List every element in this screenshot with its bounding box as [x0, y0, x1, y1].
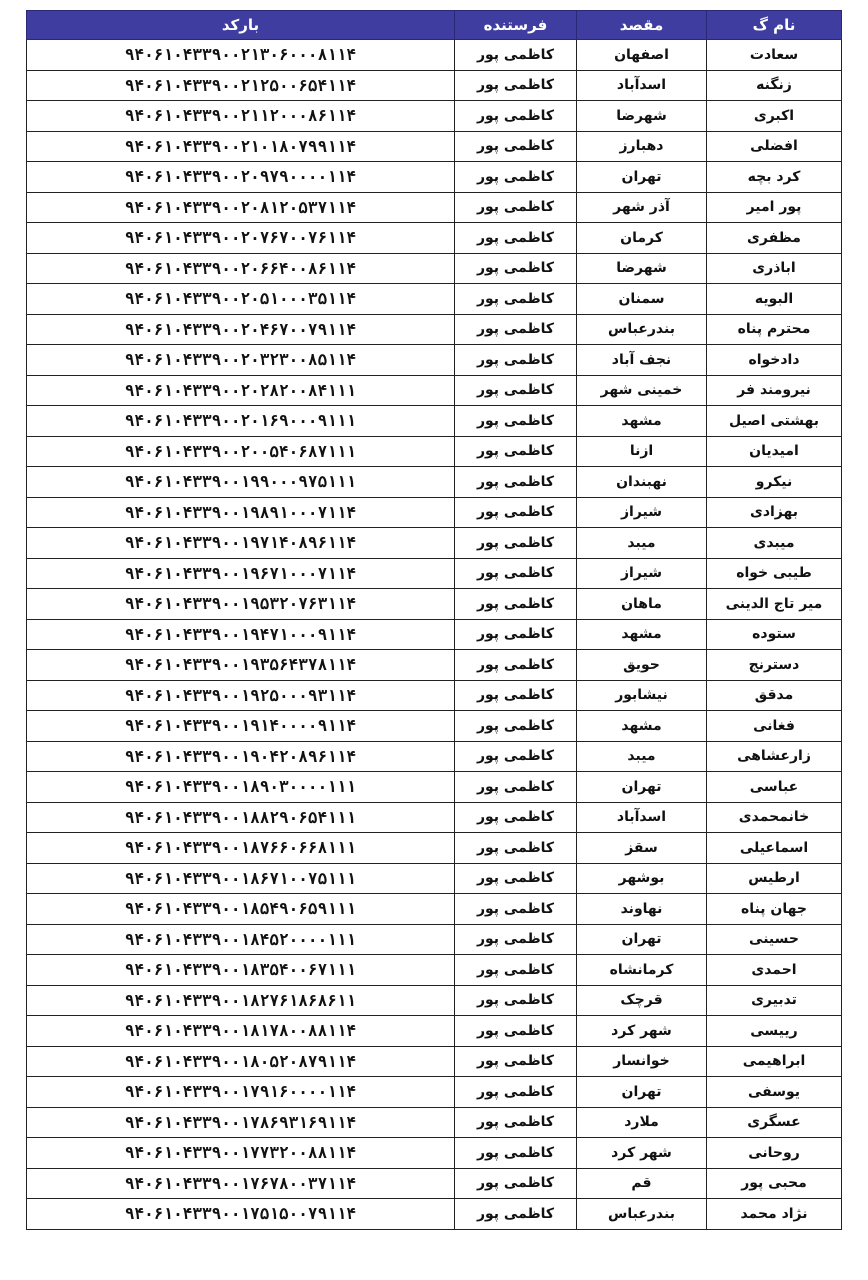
cell-destination: شهرضا	[577, 253, 707, 284]
cell-barcode: ۹۴۰۶۱۰۴۳۳۹۰۰۱۷۶۷۸۰۰۳۷۱۱۴	[27, 1168, 455, 1199]
cell-name: یوسفی	[707, 1077, 842, 1108]
table-row	[27, 1138, 842, 1169]
cell-destination: نجف آباد	[577, 345, 707, 376]
cell-name: فغانی	[707, 711, 842, 742]
cell-name: نیکرو	[707, 467, 842, 498]
cell-sender: کاظمی پور	[455, 253, 577, 284]
cell-sender: کاظمی پور	[455, 650, 577, 681]
cell-barcode: ۹۴۰۶۱۰۴۳۳۹۰۰۲۰۲۸۲۰۰۸۴۱۱۱	[27, 375, 455, 406]
cell-name: ابراهیمی	[707, 1046, 842, 1077]
cell-sender: کاظمی پور	[455, 467, 577, 498]
table-row	[27, 711, 842, 742]
cell-sender: کاظمی پور	[455, 406, 577, 437]
cell-destination: میبد	[577, 741, 707, 772]
table-row	[27, 223, 842, 254]
table-row	[27, 436, 842, 467]
cell-name: مدقق	[707, 680, 842, 711]
cell-name: بهشتی اصیل	[707, 406, 842, 437]
cell-sender: کاظمی پور	[455, 741, 577, 772]
cell-sender: کاظمی پور	[455, 1016, 577, 1047]
cell-destination: دهبارز	[577, 131, 707, 162]
cell-barcode: ۹۴۰۶۱۰۴۳۳۹۰۰۱۸۴۵۲۰۰۰۰۱۱۱	[27, 924, 455, 955]
cell-barcode: ۹۴۰۶۱۰۴۳۳۹۰۰۲۱۳۰۶۰۰۰۸۱۱۴	[27, 40, 455, 71]
cell-sender: کاظمی پور	[455, 1138, 577, 1169]
cell-name: نیرومند فر	[707, 375, 842, 406]
cell-sender: کاظمی پور	[455, 772, 577, 803]
cell-barcode: ۹۴۰۶۱۰۴۳۳۹۰۰۱۷۷۳۲۰۰۸۸۱۱۴	[27, 1138, 455, 1169]
cell-barcode: ۹۴۰۶۱۰۴۳۳۹۰۰۱۹۶۷۱۰۰۰۷۱۱۴	[27, 558, 455, 589]
table-row	[27, 284, 842, 315]
cell-destination: کرمان	[577, 223, 707, 254]
header-name: نام گ	[707, 11, 842, 40]
cell-destination: حویق	[577, 650, 707, 681]
cell-sender: کاظمی پور	[455, 833, 577, 864]
cell-barcode: ۹۴۰۶۱۰۴۳۳۹۰۰۱۹۹۰۰۰۹۷۵۱۱۱	[27, 467, 455, 498]
cell-destination: بندرعباس	[577, 1199, 707, 1230]
cell-destination: ازنا	[577, 436, 707, 467]
table-row	[27, 253, 842, 284]
cell-sender: کاظمی پور	[455, 1046, 577, 1077]
cell-name: سعادت	[707, 40, 842, 71]
cell-destination: آذر شهر	[577, 192, 707, 223]
cell-barcode: ۹۴۰۶۱۰۴۳۳۹۰۰۲۰۱۶۹۰۰۰۹۱۱۱	[27, 406, 455, 437]
cell-barcode: ۹۴۰۶۱۰۴۳۳۹۰۰۲۰۹۷۹۰۰۰۰۱۱۴	[27, 162, 455, 193]
cell-sender: کاظمی پور	[455, 558, 577, 589]
cell-destination: مشهد	[577, 619, 707, 650]
cell-destination: کرمانشاه	[577, 955, 707, 986]
table-row	[27, 741, 842, 772]
cell-barcode: ۹۴۰۶۱۰۴۳۳۹۰۰۲۱۰۱۸۰۷۹۹۱۱۴	[27, 131, 455, 162]
cell-destination: تهران	[577, 924, 707, 955]
table-row	[27, 1168, 842, 1199]
cell-destination: شیراز	[577, 497, 707, 528]
table-row	[27, 406, 842, 437]
cell-barcode: ۹۴۰۶۱۰۴۳۳۹۰۰۱۸۷۶۶۰۶۶۸۱۱۱	[27, 833, 455, 864]
table-row	[27, 314, 842, 345]
table-row	[27, 985, 842, 1016]
cell-name: زارعشاهی	[707, 741, 842, 772]
table-row	[27, 833, 842, 864]
cell-destination: اسدآباد	[577, 802, 707, 833]
cell-destination: اصفهان	[577, 40, 707, 71]
cell-sender: کاظمی پور	[455, 314, 577, 345]
cell-barcode: ۹۴۰۶۱۰۴۳۳۹۰۰۱۷۵۱۵۰۰۷۹۱۱۴	[27, 1199, 455, 1230]
cell-sender: کاظمی پور	[455, 589, 577, 620]
cell-destination: بندرعباس	[577, 314, 707, 345]
table-row	[27, 192, 842, 223]
cell-barcode: ۹۴۰۶۱۰۴۳۳۹۰۰۲۱۲۵۰۰۶۵۴۱۱۴	[27, 70, 455, 101]
table-row	[27, 955, 842, 986]
cell-destination: شیراز	[577, 558, 707, 589]
header-sender: فرستنده	[455, 11, 577, 40]
table-row	[27, 1046, 842, 1077]
table-row	[27, 497, 842, 528]
cell-name: عسگری	[707, 1107, 842, 1138]
cell-name: ارطیس	[707, 863, 842, 894]
cell-name: روحانی	[707, 1138, 842, 1169]
cell-sender: کاظمی پور	[455, 955, 577, 986]
cell-destination: تهران	[577, 1077, 707, 1108]
cell-barcode: ۹۴۰۶۱۰۴۳۳۹۰۰۱۸۱۷۸۰۰۸۸۱۱۴	[27, 1016, 455, 1047]
cell-destination: ماهان	[577, 589, 707, 620]
cell-barcode: ۹۴۰۶۱۰۴۳۳۹۰۰۲۰۰۵۴۰۶۸۷۱۱۱	[27, 436, 455, 467]
cell-destination: اسدآباد	[577, 70, 707, 101]
table-row	[27, 528, 842, 559]
table-row	[27, 894, 842, 925]
cell-destination: قم	[577, 1168, 707, 1199]
cell-name: امیدیان	[707, 436, 842, 467]
cell-sender: کاظمی پور	[455, 619, 577, 650]
cell-name: طیبی خواه	[707, 558, 842, 589]
shipment-table	[26, 10, 842, 1230]
table-row	[27, 131, 842, 162]
table-row	[27, 558, 842, 589]
table-header	[27, 11, 842, 40]
cell-sender: کاظمی پور	[455, 894, 577, 925]
cell-destination: مشهد	[577, 406, 707, 437]
cell-name: افضلی	[707, 131, 842, 162]
cell-name: ستوده	[707, 619, 842, 650]
cell-name: دسترنج	[707, 650, 842, 681]
cell-barcode: ۹۴۰۶۱۰۴۳۳۹۰۰۱۸۲۷۶۱۸۶۸۶۱۱	[27, 985, 455, 1016]
table-row	[27, 1077, 842, 1108]
cell-destination: ملارد	[577, 1107, 707, 1138]
cell-name: زنگنه	[707, 70, 842, 101]
table-row	[27, 1199, 842, 1230]
header-row	[27, 11, 842, 40]
table-row	[27, 467, 842, 498]
cell-barcode: ۹۴۰۶۱۰۴۳۳۹۰۰۱۸۶۷۱۰۰۷۵۱۱۱	[27, 863, 455, 894]
cell-name: کرد بچه	[707, 162, 842, 193]
cell-destination: نهبندان	[577, 467, 707, 498]
cell-barcode: ۹۴۰۶۱۰۴۳۳۹۰۰۲۰۴۶۷۰۰۷۹۱۱۴	[27, 314, 455, 345]
table-row	[27, 40, 842, 71]
cell-sender: کاظمی پور	[455, 131, 577, 162]
cell-sender: کاظمی پور	[455, 528, 577, 559]
cell-destination: مشهد	[577, 711, 707, 742]
cell-barcode: ۹۴۰۶۱۰۴۳۳۹۰۰۲۰۶۶۴۰۰۸۶۱۱۴	[27, 253, 455, 284]
table-row	[27, 680, 842, 711]
table-body	[27, 40, 842, 1230]
cell-name: حسینی	[707, 924, 842, 955]
cell-destination: نیشابور	[577, 680, 707, 711]
table-row	[27, 924, 842, 955]
cell-name: اسماعیلی	[707, 833, 842, 864]
cell-destination: خمینی شهر	[577, 375, 707, 406]
cell-name: محبی پور	[707, 1168, 842, 1199]
cell-barcode: ۹۴۰۶۱۰۴۳۳۹۰۰۱۷۸۶۹۳۱۶۹۱۱۴	[27, 1107, 455, 1138]
cell-sender: کاظمی پور	[455, 985, 577, 1016]
table-row	[27, 375, 842, 406]
table-row	[27, 619, 842, 650]
cell-sender: کاظمی پور	[455, 1168, 577, 1199]
cell-barcode: ۹۴۰۶۱۰۴۳۳۹۰۰۱۹۷۱۴۰۸۹۶۱۱۴	[27, 528, 455, 559]
cell-name: میبدی	[707, 528, 842, 559]
cell-sender: کاظمی پور	[455, 497, 577, 528]
cell-sender: کاظمی پور	[455, 436, 577, 467]
cell-name: احمدی	[707, 955, 842, 986]
cell-sender: کاظمی پور	[455, 711, 577, 742]
table-row	[27, 1016, 842, 1047]
cell-destination: سقز	[577, 833, 707, 864]
table-row	[27, 802, 842, 833]
cell-barcode: ۹۴۰۶۱۰۴۳۳۹۰۰۱۸۸۲۹۰۶۵۴۱۱۱	[27, 802, 455, 833]
cell-sender: کاظمی پور	[455, 680, 577, 711]
cell-barcode: ۹۴۰۶۱۰۴۳۳۹۰۰۲۰۵۱۰۰۰۳۵۱۱۴	[27, 284, 455, 315]
cell-barcode: ۹۴۰۶۱۰۴۳۳۹۰۰۱۹۱۴۰۰۰۰۹۱۱۴	[27, 711, 455, 742]
cell-name: خانمحمدی	[707, 802, 842, 833]
cell-barcode: ۹۴۰۶۱۰۴۳۳۹۰۰۲۱۱۲۰۰۰۸۶۱۱۴	[27, 101, 455, 132]
cell-barcode: ۹۴۰۶۱۰۴۳۳۹۰۰۲۰۷۶۷۰۰۷۶۱۱۴	[27, 223, 455, 254]
cell-destination: قرچک	[577, 985, 707, 1016]
cell-name: تدبیری	[707, 985, 842, 1016]
cell-sender: کاظمی پور	[455, 223, 577, 254]
table-row	[27, 70, 842, 101]
cell-name: محترم پناه	[707, 314, 842, 345]
cell-name: اباذری	[707, 253, 842, 284]
cell-name: نژاد محمد	[707, 1199, 842, 1230]
cell-barcode: ۹۴۰۶۱۰۴۳۳۹۰۰۱۹۲۵۰۰۰۹۳۱۱۴	[27, 680, 455, 711]
cell-name: عباسی	[707, 772, 842, 803]
cell-destination: سمنان	[577, 284, 707, 315]
table-row	[27, 345, 842, 376]
cell-name: مظفری	[707, 223, 842, 254]
cell-name: جهان پناه	[707, 894, 842, 925]
cell-barcode: ۹۴۰۶۱۰۴۳۳۹۰۰۱۸۵۴۹۰۶۵۹۱۱۱	[27, 894, 455, 925]
table-row	[27, 772, 842, 803]
cell-sender: کاظمی پور	[455, 375, 577, 406]
cell-sender: کاظمی پور	[455, 101, 577, 132]
cell-barcode: ۹۴۰۶۱۰۴۳۳۹۰۰۲۰۳۲۳۰۰۸۵۱۱۴	[27, 345, 455, 376]
cell-sender: کاظمی پور	[455, 1107, 577, 1138]
cell-barcode: ۹۴۰۶۱۰۴۳۳۹۰۰۱۹۵۳۲۰۷۶۳۱۱۴	[27, 589, 455, 620]
cell-sender: کاظمی پور	[455, 924, 577, 955]
table-row	[27, 1107, 842, 1138]
cell-name: اکبری	[707, 101, 842, 132]
table-row	[27, 162, 842, 193]
cell-destination: میبد	[577, 528, 707, 559]
cell-destination: شهرضا	[577, 101, 707, 132]
cell-destination: خوانسار	[577, 1046, 707, 1077]
cell-destination: شهر کرد	[577, 1016, 707, 1047]
cell-barcode: ۹۴۰۶۱۰۴۳۳۹۰۰۱۹۰۴۲۰۸۹۶۱۱۴	[27, 741, 455, 772]
cell-destination: بوشهر	[577, 863, 707, 894]
cell-barcode: ۹۴۰۶۱۰۴۳۳۹۰۰۱۸۰۵۲۰۸۷۹۱۱۴	[27, 1046, 455, 1077]
cell-sender: کاظمی پور	[455, 162, 577, 193]
cell-sender: کاظمی پور	[455, 345, 577, 376]
cell-barcode: ۹۴۰۶۱۰۴۳۳۹۰۰۱۹۳۵۶۴۳۷۸۱۱۴	[27, 650, 455, 681]
cell-sender: کاظمی پور	[455, 284, 577, 315]
cell-sender: کاظمی پور	[455, 40, 577, 71]
cell-sender: کاظمی پور	[455, 192, 577, 223]
cell-destination: تهران	[577, 162, 707, 193]
cell-name: بهزادی	[707, 497, 842, 528]
cell-destination: تهران	[577, 772, 707, 803]
cell-destination: شهر کرد	[577, 1138, 707, 1169]
cell-barcode: ۹۴۰۶۱۰۴۳۳۹۰۰۱۸۹۰۳۰۰۰۰۱۱۱	[27, 772, 455, 803]
header-destination: مقصد	[577, 11, 707, 40]
table-row	[27, 863, 842, 894]
cell-name: دادخواه	[707, 345, 842, 376]
table-row	[27, 589, 842, 620]
cell-barcode: ۹۴۰۶۱۰۴۳۳۹۰۰۲۰۸۱۲۰۵۳۷۱۱۴	[27, 192, 455, 223]
cell-destination: نهاوند	[577, 894, 707, 925]
cell-sender: کاظمی پور	[455, 863, 577, 894]
cell-sender: کاظمی پور	[455, 802, 577, 833]
header-barcode: بارکد	[27, 11, 455, 40]
cell-barcode: ۹۴۰۶۱۰۴۳۳۹۰۰۱۸۳۵۴۰۰۶۷۱۱۱	[27, 955, 455, 986]
cell-barcode: ۹۴۰۶۱۰۴۳۳۹۰۰۱۷۹۱۶۰۰۰۰۱۱۴	[27, 1077, 455, 1108]
cell-name: پور امیر	[707, 192, 842, 223]
cell-sender: کاظمی پور	[455, 70, 577, 101]
table-row	[27, 101, 842, 132]
cell-name: البویه	[707, 284, 842, 315]
shipment-sheet	[26, 10, 841, 1230]
cell-sender: کاظمی پور	[455, 1077, 577, 1108]
cell-sender: کاظمی پور	[455, 1199, 577, 1230]
cell-name: میر تاج الدینی	[707, 589, 842, 620]
cell-name: رییسی	[707, 1016, 842, 1047]
cell-barcode: ۹۴۰۶۱۰۴۳۳۹۰۰۱۹۸۹۱۰۰۰۷۱۱۴	[27, 497, 455, 528]
table-row	[27, 650, 842, 681]
cell-barcode: ۹۴۰۶۱۰۴۳۳۹۰۰۱۹۴۷۱۰۰۰۹۱۱۴	[27, 619, 455, 650]
